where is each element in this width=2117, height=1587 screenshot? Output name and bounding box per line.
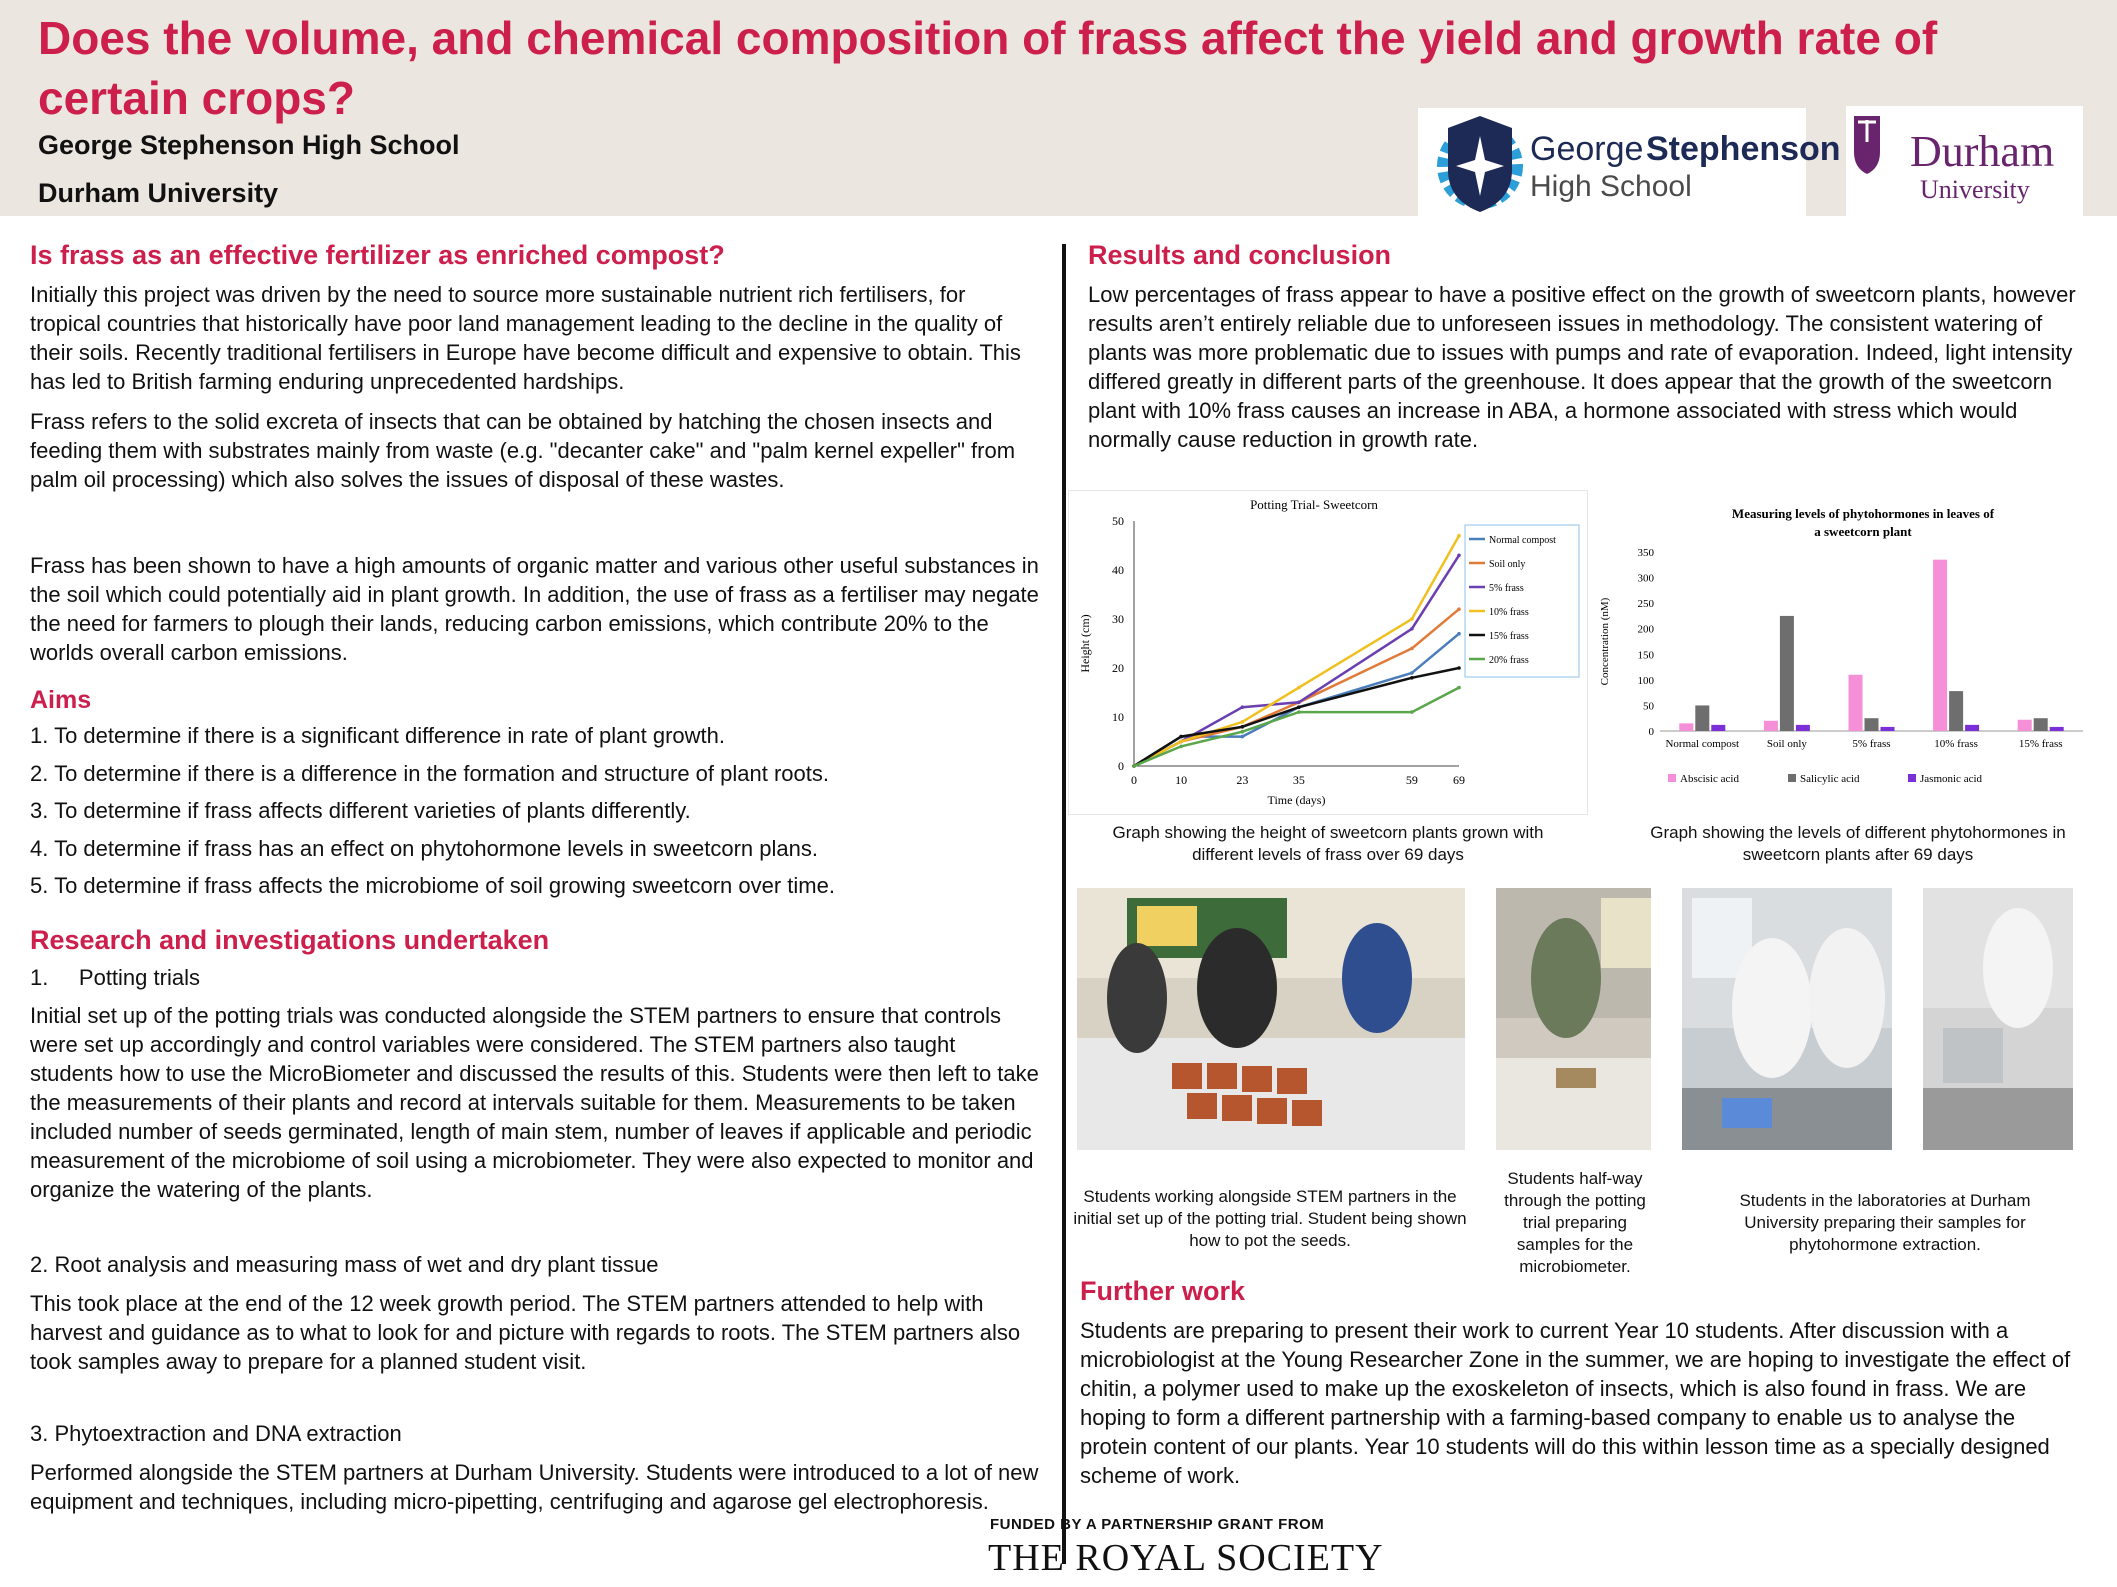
- line-chart-point: [1457, 607, 1461, 611]
- growth-chart-caption: Graph showing the height of sweetcorn plants grown with different levels of frass over 69 days: [1112, 823, 1544, 864]
- bar-chart-y-tick-label: 350: [1637, 547, 1654, 559]
- line-chart-point: [1457, 666, 1461, 670]
- potting-trials-subheading: 1. Potting trials: [30, 965, 200, 990]
- bar-chart-bar: [1933, 560, 1947, 731]
- bar-chart-y-tick-label: 300: [1637, 572, 1654, 585]
- lab-photo-caption: Students in the laboratories at Durham University preparing their samples for phytohormone extraction.: [1739, 1191, 2031, 1254]
- bar-chart-legend-label: Abscisic acid: [1680, 773, 1739, 785]
- aim-item: 3. To determine if frass affects different varieties of plants differently.: [30, 798, 691, 823]
- svg-text:University: University: [1920, 175, 2030, 204]
- bar-chart-y-tick-label: 200: [1637, 623, 1654, 636]
- frass-benefits-paragraph: Frass has been shown to have a high amounts of organic matter and various other useful substances in the soil which could potentially aid in plant growth. In addition, the use of frass as a fertiliser may negate the need for farmers to plough their lands, reducing carbon emissions, which contribute 20% to the worlds overall carbon emissions.: [30, 553, 1039, 665]
- line-chart-y-tick-label: 10: [1112, 710, 1124, 724]
- bar-chart-legend-swatch: [1788, 774, 1796, 782]
- line-chart-point: [1179, 745, 1183, 749]
- poster-title: Does the volume, and chemical composition of frass affect the yield and growth rate of certain crops?: [38, 12, 1938, 124]
- line-chart-point: [1241, 720, 1245, 724]
- line-chart-y-axis-label: Height (cm): [1078, 614, 1092, 673]
- bar-chart-bar: [1881, 727, 1895, 731]
- line-chart-point: [1297, 686, 1301, 690]
- aim-item: 4. To determine if frass has an effect on phytohormone levels in sweetcorn plans.: [30, 836, 818, 861]
- line-chart-legend-label: Soil only: [1489, 559, 1526, 570]
- line-chart-legend-label: Normal compost: [1489, 535, 1556, 546]
- line-chart-x-tick-label: 23: [1236, 773, 1249, 787]
- root-analysis-text: This took place at the end of the 12 week growth period. The STEM partners attended to help with harvest and guidance as to what to look for and picture with regards to roots. The STEM partners also took samples away to prepare for a planned student visit.: [30, 1291, 1021, 1374]
- svg-text:George: George: [1530, 130, 1644, 168]
- phytoextraction-text: Performed alongside the STEM partners at Durham University. Students were introduced to a lot of new equipment and techniques, including micro-pipetting, centrifuging and agarose gel electrophoresis.: [30, 1460, 1039, 1514]
- line-chart-point: [1297, 710, 1301, 714]
- bar-chart-bar: [1949, 691, 1963, 731]
- bar-chart-category-label: 10% frass: [1934, 738, 1978, 750]
- bar-chart-bar: [1711, 725, 1725, 731]
- results-text: Low percentages of frass appear to have a positive effect on the growth of sweetcorn plants, however results aren’t entirely reliable due to unforeseen issues in methodology. The consistent watering of plants was more problematic due to issues with pumps and rate of evaporation. Indeed, light intensity differed greatly in different parts of the greenhouse. It does appear that the growth of the sweetcorn plant with 10% frass causes an increase in ABA, a hormone associated with stress which would normally cause reduction in growth rate.: [1088, 282, 2076, 452]
- bar-chart-bar: [2034, 718, 2048, 731]
- bar-chart-category-label: 5% frass: [1852, 738, 1891, 750]
- bar-chart-y-tick-label: 100: [1637, 674, 1654, 687]
- bar-chart-category-label: Soil only: [1766, 738, 1807, 750]
- line-chart-title: Potting Trial- Sweetcorn: [1250, 497, 1378, 512]
- frass-effectiveness-heading: Is frass as an effective fertilizer as enriched compost?: [30, 240, 725, 270]
- line-chart-legend-label: 10% frass: [1489, 607, 1529, 618]
- bar-chart-bar: [2018, 720, 2032, 731]
- line-chart-point: [1132, 764, 1136, 768]
- line-chart-point: [1410, 671, 1414, 675]
- bar-chart-y-tick-label: 150: [1637, 649, 1654, 662]
- aim-item: 1. To determine if there is a significant difference in rate of plant growth.: [30, 723, 726, 748]
- bar-chart-category-label: 15% frass: [2018, 738, 2063, 750]
- line-chart-point: [1241, 725, 1245, 729]
- line-chart-point: [1457, 632, 1461, 636]
- potting-photo-caption: Students working alongside STEM partners in the initial set up of the potting trial. Student being shown how to pot the seeds.: [1073, 1187, 1467, 1250]
- aims-heading: Aims: [30, 686, 92, 714]
- bar-chart-bar: [1764, 721, 1778, 731]
- line-chart-point: [1410, 617, 1414, 621]
- bar-chart-bar: [1796, 725, 1810, 731]
- microbiometer-photo-caption: Students half-way through the potting trial preparing samples for the microbiometer.: [1504, 1169, 1646, 1276]
- bar-chart-bar: [2050, 727, 2064, 731]
- potting-setup-photo: [1077, 888, 1465, 1150]
- line-chart-point: [1410, 676, 1414, 680]
- line-chart-legend-label: 20% frass: [1489, 655, 1529, 666]
- line-chart-point: [1241, 705, 1245, 709]
- lab-photo-right: [1923, 888, 2073, 1150]
- university-name: Durham University: [38, 178, 279, 208]
- svg-text:High School: High School: [1530, 170, 1692, 203]
- phytohormone-chart-caption: Graph showing the levels of different phytohormones in sweetcorn plants after 69 days: [1650, 823, 2066, 864]
- line-chart-y-tick-label: 50: [1112, 514, 1124, 528]
- line-chart-point: [1457, 686, 1461, 690]
- root-analysis-subheading: 2. Root analysis and measuring mass of wet and dry plant tissue: [30, 1252, 659, 1277]
- svg-text:Stephenson: Stephenson: [1646, 130, 1841, 168]
- bar-chart-bar: [1679, 723, 1693, 731]
- line-chart-point: [1241, 735, 1245, 739]
- line-chart-series-line: [1134, 536, 1459, 766]
- bar-chart-category-label: Normal compost: [1665, 738, 1740, 750]
- growth-line-chart-svg: [1069, 491, 1589, 816]
- results-heading: Results and conclusion: [1088, 240, 1392, 270]
- gear-shield-icon: [1418, 108, 1841, 218]
- line-chart-point: [1457, 534, 1461, 538]
- bar-chart-legend-label: Salicylic acid: [1800, 773, 1860, 785]
- durham-university-logo: [1846, 106, 2083, 216]
- further-work-text: Students are preparing to present their work to current Year 10 students. After discussion with a microbiologist at the Young Researcher Zone in the summer, we are hoping to investigate the effect of chitin, a polymer used to make up the exoskeleton of insects, which is also found in frass. We are hoping to form a different partnership with a farming-based company to enable us to analyse the protein content of our plants. Year 10 students will do this within lesson time as a specially designed scheme of work.: [1080, 1318, 2071, 1488]
- bar-chart-bar: [1780, 616, 1794, 731]
- research-heading: Research and investigations undertaken: [30, 925, 550, 955]
- line-chart-point: [1410, 627, 1414, 631]
- george-stephenson-logo: [1418, 108, 1841, 218]
- potting-trials-text: Initial set up of the potting trials was conducted alongside the STEM partners to ensure that controls were set up accordingly and control variables were considered. The STEM partners also taught students how to use the MicroBiometer and discussed the results of this. Students were then left to take the measurements of their plants and record at intervals suitable for them. Measurements to be taken included number of seeds germinated, length of main stem, number of leaves if applicable and periodic measurement of the microbiome of soil using a microbiometer. They were also expected to monitor and organize the watering of the plants.: [30, 1003, 1039, 1202]
- bar-chart-legend-swatch: [1908, 774, 1916, 782]
- line-chart-legend-label: 5% frass: [1489, 583, 1524, 594]
- line-chart-legend-label: 15% frass: [1489, 631, 1529, 642]
- lab-photo-left: [1682, 888, 1892, 1150]
- bar-chart-title: Measuring levels of phytohormones in leaves of a sweetcorn plant: [1731, 506, 1995, 539]
- bar-chart-y-tick-label: 0: [1648, 726, 1654, 738]
- line-chart-point: [1410, 710, 1414, 714]
- bar-chart-bar: [1695, 705, 1709, 731]
- line-chart-y-tick-label: 20: [1112, 661, 1124, 675]
- bar-chart-legend-label: Jasmonic acid: [1920, 773, 1983, 785]
- line-chart-point: [1297, 701, 1301, 705]
- line-chart-series-line: [1134, 555, 1459, 766]
- line-chart-x-tick-label: 35: [1292, 773, 1305, 787]
- line-chart-point: [1410, 647, 1414, 651]
- bar-chart-bar: [1965, 725, 1979, 731]
- growth-line-chart: [1068, 490, 1588, 815]
- line-chart-series-line: [1134, 668, 1459, 766]
- line-chart-y-tick-label: 40: [1112, 563, 1124, 577]
- microbiometer-prep-photo: [1496, 888, 1651, 1150]
- line-chart-point: [1297, 705, 1301, 709]
- aim-item: 2. To determine if there is a difference in the formation and structure of plant roots.: [30, 761, 829, 786]
- line-chart-point: [1457, 554, 1461, 558]
- column-divider: [1062, 244, 1066, 1564]
- bar-chart-y-tick-label: 50: [1643, 700, 1654, 713]
- bar-chart-y-tick-label: 250: [1637, 598, 1654, 611]
- bar-chart-legend-swatch: [1668, 774, 1676, 782]
- phytohormone-bar-chart: [1598, 500, 2088, 805]
- line-chart-x-axis-label: Time (days): [1267, 793, 1326, 807]
- durham-crest-icon: [1846, 106, 2083, 216]
- line-chart-point: [1179, 740, 1183, 744]
- bar-chart-bar: [1849, 675, 1863, 731]
- line-chart-x-tick-label: 0: [1131, 773, 1137, 787]
- line-chart-point: [1179, 735, 1183, 739]
- intro-paragraph: Initially this project was driven by the need to source more sustainable nutrient rich fertilisers, for tropical countries that historically have poor land management leading to the decline in the quality of their soils. Recently traditional fertilisers in Europe have become difficult and expensive to obtain. This has led to British farming enduring unprecedented hardships.: [30, 282, 1021, 394]
- line-chart-x-tick-label: 10: [1175, 773, 1188, 787]
- bar-chart-y-axis-label: Concentration (nM): [1599, 597, 1611, 686]
- bar-chart-bar: [1865, 718, 1879, 731]
- further-work-heading: Further work: [1080, 1276, 1246, 1306]
- line-chart-y-tick-label: 0: [1118, 759, 1124, 773]
- aim-item: 5. To determine if frass affects the microbiome of soil growing sweetcorn over time.: [30, 873, 835, 898]
- phytohormone-bar-chart-svg: [1598, 500, 2088, 805]
- svg-text:Durham: Durham: [1910, 127, 2055, 176]
- line-chart-point: [1241, 730, 1245, 734]
- line-chart-x-tick-label: 69: [1453, 773, 1465, 787]
- phytoextraction-subheading: 3. Phytoextraction and DNA extraction: [30, 1421, 402, 1446]
- line-chart-x-tick-label: 59: [1405, 773, 1418, 787]
- school-name: George Stephenson High School: [38, 130, 460, 160]
- line-chart-y-tick-label: 30: [1112, 612, 1124, 626]
- royal-society-logo: THE ROYAL SOCIETY: [988, 1537, 1384, 1579]
- funded-by-text: FUNDED BY A PARTNERSHIP GRANT FROM: [990, 1516, 1325, 1533]
- line-chart-series-line: [1134, 688, 1459, 766]
- frass-definition-paragraph: Frass refers to the solid excreta of insects that can be obtained by hatching the chosen insects and feeding them with substrates mainly from waste (e.g. "decanter cake" and "palm kernel expeller" from palm oil processing) which also solves the issues of disposal of these wastes.: [30, 409, 1016, 492]
